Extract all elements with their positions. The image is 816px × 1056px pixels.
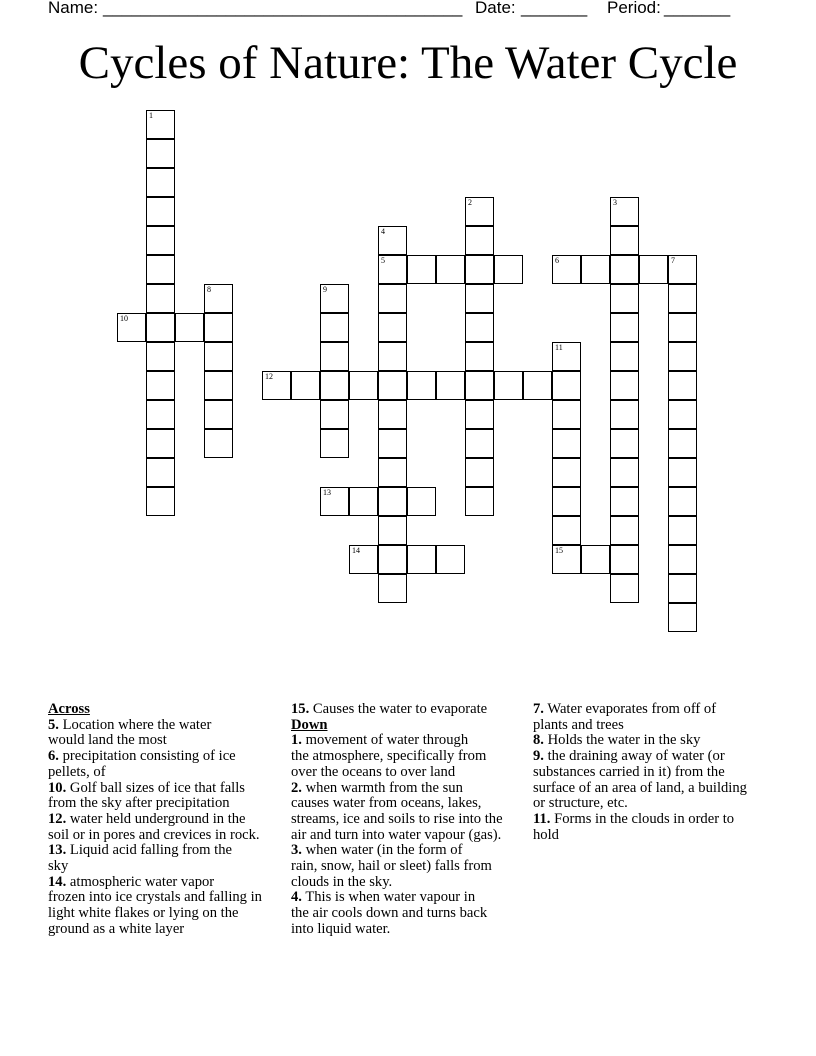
grid-cell[interactable] — [407, 545, 436, 574]
grid-cell[interactable] — [378, 400, 407, 429]
clue-text: ground as a white layer — [48, 920, 185, 937]
grid-cell[interactable] — [552, 429, 581, 458]
grid-cell[interactable] — [146, 313, 175, 342]
grid-cell[interactable] — [175, 313, 204, 342]
clue-item-number: 7. — [533, 701, 544, 717]
clue-number: 11 — [555, 343, 563, 352]
grid-cell[interactable] — [465, 226, 494, 255]
grid-cell[interactable] — [146, 197, 175, 226]
clue-text: Holds the water in the sky — [547, 732, 701, 749]
clue-text: or structure, etc. — [533, 795, 628, 812]
clue-text: into liquid water. — [291, 920, 391, 937]
clue-item — [48, 718, 284, 749]
clue-text: streams, ice and soils to rise into the — [291, 810, 503, 827]
grid-cell[interactable] — [668, 429, 697, 458]
grid-cell[interactable] — [320, 429, 349, 458]
grid-cell[interactable] — [378, 429, 407, 458]
grid-cell[interactable] — [552, 516, 581, 545]
clue-column-3 — [533, 702, 773, 843]
grid-cell[interactable] — [668, 545, 697, 574]
grid-cell[interactable] — [378, 545, 407, 574]
clue-column-1 — [48, 702, 284, 938]
grid-cell[interactable] — [204, 371, 233, 400]
clue-item-number: 5. — [48, 716, 59, 733]
grid-cell[interactable] — [407, 255, 436, 284]
clue-item-number: 11. — [533, 810, 551, 827]
clue-item-number: 6. — [48, 748, 59, 765]
clue-text: the atmosphere, specifically from — [291, 748, 487, 765]
grid-cell[interactable] — [610, 400, 639, 429]
grid-cell[interactable] — [320, 371, 349, 400]
grid-cell[interactable] — [378, 313, 407, 342]
grid-cell[interactable] — [146, 487, 175, 516]
grid-cell[interactable] — [610, 429, 639, 458]
clue-item — [533, 702, 773, 733]
clue-item — [533, 733, 773, 749]
grid-cell[interactable] — [291, 371, 320, 400]
grid-cell[interactable] — [146, 458, 175, 487]
clue-text: Causes the water to evaporate — [312, 701, 488, 717]
grid-cell[interactable] — [378, 516, 407, 545]
clue-item-number: 13. — [48, 842, 67, 859]
clue-text: causes water from oceans, lakes, — [291, 795, 482, 812]
grid-cell[interactable] — [581, 545, 610, 574]
grid-cell[interactable] — [552, 400, 581, 429]
grid-cell[interactable] — [610, 545, 639, 574]
clue-text: rain, snow, hail or sleet) falls from — [291, 858, 492, 875]
grid-cell[interactable] — [407, 371, 436, 400]
clue-text: Location where the water — [62, 716, 212, 733]
grid-cell[interactable] — [668, 516, 697, 545]
grid-cell[interactable] — [581, 255, 610, 284]
grid-cell[interactable] — [320, 313, 349, 342]
clue-item — [48, 843, 284, 874]
grid-cell[interactable] — [320, 284, 349, 313]
grid-cell[interactable] — [146, 284, 175, 313]
grid-cell[interactable] — [465, 197, 494, 226]
grid-cell[interactable] — [378, 255, 407, 284]
clue-text: the air cools down and turns back — [291, 905, 488, 922]
grid-cell[interactable] — [146, 110, 175, 139]
clue-text: light white flakes or lying on the — [48, 905, 239, 922]
grid-cell[interactable] — [378, 574, 407, 603]
grid-cell[interactable] — [552, 342, 581, 371]
grid-cell[interactable] — [436, 371, 465, 400]
grid-cell[interactable] — [668, 313, 697, 342]
clue-text: Liquid acid falling from the — [69, 842, 233, 859]
grid-cell[interactable] — [204, 313, 233, 342]
grid-cell[interactable] — [668, 603, 697, 632]
clue-text: sky — [48, 858, 69, 875]
grid-cell[interactable] — [668, 574, 697, 603]
grid-cell[interactable] — [610, 284, 639, 313]
grid-cell[interactable] — [436, 255, 465, 284]
grid-cell[interactable] — [436, 545, 465, 574]
grid-cell[interactable] — [146, 255, 175, 284]
clue-item-number: 10. — [48, 779, 67, 796]
grid-cell[interactable] — [378, 371, 407, 400]
clue-number: 10 — [120, 314, 128, 323]
grid-cell[interactable] — [204, 284, 233, 313]
grid-cell[interactable] — [552, 371, 581, 400]
period-blank[interactable]: _______ — [664, 0, 731, 17]
clue-item — [291, 781, 527, 844]
clue-text: when warmth from the sun — [305, 779, 463, 796]
clue-text: soil or in pores and crevices in rock. — [48, 826, 260, 843]
grid-cell[interactable] — [204, 342, 233, 371]
grid-cell[interactable] — [494, 255, 523, 284]
clue-number: 2 — [468, 198, 472, 207]
clue-item — [291, 890, 527, 937]
grid-cell[interactable] — [494, 371, 523, 400]
clue-item — [291, 733, 527, 780]
grid-cell[interactable] — [349, 487, 378, 516]
clue-text: pellets, of — [48, 763, 106, 780]
clue-text: frozen into ice crystals and falling in — [48, 889, 262, 906]
grid-cell[interactable] — [465, 458, 494, 487]
grid-cell[interactable] — [465, 255, 494, 284]
clue-item-number: 9. — [533, 748, 544, 765]
clue-text: surface of an area of land, a building — [533, 779, 747, 796]
clue-number: 8 — [207, 285, 211, 294]
clue-item — [48, 875, 284, 938]
grid-cell[interactable] — [465, 487, 494, 516]
clue-text: would land the most — [48, 732, 167, 749]
clue-text: plants and trees — [533, 716, 624, 733]
grid-cell[interactable] — [610, 342, 639, 371]
grid-cell[interactable] — [204, 400, 233, 429]
worksheet-title: Cycles of Nature: The Water Cycle — [78, 37, 738, 89]
grid-cell[interactable] — [610, 487, 639, 516]
clue-text: over the oceans to over land — [291, 763, 456, 780]
grid-cell[interactable] — [465, 313, 494, 342]
period-label: Period: — [607, 0, 661, 17]
clue-number: 12 — [265, 372, 273, 381]
grid-cell[interactable] — [378, 458, 407, 487]
clue-text: Water evaporates from off of — [547, 701, 717, 717]
grid-cell[interactable] — [465, 342, 494, 371]
grid-cell[interactable] — [378, 342, 407, 371]
grid-cell[interactable] — [610, 197, 639, 226]
clue-item — [48, 812, 284, 843]
clue-item-number: 1. — [291, 732, 302, 749]
grid-cell[interactable] — [465, 371, 494, 400]
grid-cell[interactable] — [146, 371, 175, 400]
clue-number: 13 — [323, 488, 331, 497]
clue-item — [533, 749, 773, 812]
grid-cell[interactable] — [349, 371, 378, 400]
grid-cell[interactable] — [668, 371, 697, 400]
clue-item-number: 3. — [291, 842, 302, 859]
clue-text: water held underground in the — [69, 810, 246, 827]
clue-number: 4 — [381, 227, 385, 236]
grid-cell[interactable] — [610, 516, 639, 545]
clue-item — [48, 781, 284, 812]
grid-cell[interactable] — [668, 458, 697, 487]
clue-text: Forms in the clouds in order to — [554, 810, 735, 827]
grid-cell[interactable] — [610, 313, 639, 342]
grid-cell[interactable] — [610, 458, 639, 487]
clue-text: substances carried in it) from the — [533, 763, 725, 780]
clue-text: Golf ball sizes of ice that falls — [69, 779, 245, 796]
grid-cell[interactable] — [639, 255, 668, 284]
grid-cell[interactable] — [610, 255, 639, 284]
clue-heading: Across — [48, 701, 90, 717]
grid-cell[interactable] — [117, 313, 146, 342]
clue-item-number: 2. — [291, 779, 302, 796]
name-label: Name: — [48, 0, 99, 17]
grid-cell[interactable] — [204, 429, 233, 458]
grid-cell[interactable] — [349, 545, 378, 574]
clue-text: This is when water vapour in — [305, 889, 476, 906]
grid-cell[interactable] — [610, 226, 639, 255]
clue-text: when water (in the form of — [305, 842, 463, 859]
clue-text: precipitation consisting of ice — [62, 748, 236, 765]
date-blank[interactable]: _______ — [521, 0, 588, 17]
grid-cell[interactable] — [465, 429, 494, 458]
grid-cell[interactable] — [552, 255, 581, 284]
clue-item-number: 8. — [533, 732, 544, 749]
grid-cell[interactable] — [668, 342, 697, 371]
grid-cell[interactable] — [668, 255, 697, 284]
grid-cell[interactable] — [378, 226, 407, 255]
grid-cell[interactable] — [146, 429, 175, 458]
clue-item-number: 12. — [48, 810, 67, 827]
grid-cell[interactable] — [668, 284, 697, 313]
grid-cell[interactable] — [146, 400, 175, 429]
grid-cell[interactable] — [465, 400, 494, 429]
clue-item — [48, 749, 284, 780]
grid-cell[interactable] — [262, 371, 291, 400]
grid-cell[interactable] — [146, 168, 175, 197]
clue-item-number: 15. — [291, 701, 310, 717]
clue-item — [291, 843, 527, 890]
grid-cell[interactable] — [378, 284, 407, 313]
name-blank[interactable]: ______________________________________ — [103, 0, 463, 17]
grid-cell[interactable] — [146, 139, 175, 168]
grid-cell[interactable] — [552, 545, 581, 574]
grid-cell[interactable] — [552, 458, 581, 487]
clue-text: the draining away of water (or — [547, 748, 725, 765]
clue-item — [291, 702, 527, 718]
date-label: Date: — [475, 0, 516, 17]
grid-cell[interactable] — [668, 487, 697, 516]
clue-text: atmospheric water vapor — [69, 873, 215, 890]
clue-item-number: 4. — [291, 889, 302, 906]
grid-cell[interactable] — [610, 574, 639, 603]
clue-text: hold — [533, 826, 559, 843]
clue-text: air and turn into water vapour (gas). — [291, 826, 502, 843]
clue-number: 9 — [323, 285, 327, 294]
grid-cell[interactable] — [320, 400, 349, 429]
clue-number: 5 — [381, 256, 385, 265]
clue-column-2 — [291, 702, 527, 938]
clue-item — [533, 812, 773, 843]
grid-cell[interactable] — [407, 487, 436, 516]
clue-item-number: 14. — [48, 873, 67, 890]
clue-number: 15 — [555, 546, 563, 555]
clue-text: movement of water through — [305, 732, 469, 749]
clue-number: 3 — [613, 198, 617, 207]
grid-cell[interactable] — [668, 400, 697, 429]
grid-cell[interactable] — [378, 487, 407, 516]
clue-number: 14 — [352, 546, 360, 555]
grid-cell[interactable] — [523, 371, 552, 400]
grid-cell[interactable] — [146, 342, 175, 371]
clue-number: 1 — [149, 111, 153, 120]
grid-cell[interactable] — [320, 342, 349, 371]
grid-cell[interactable] — [320, 487, 349, 516]
clue-heading: Down — [291, 716, 328, 733]
grid-cell[interactable] — [146, 226, 175, 255]
clue-text: clouds in the sky. — [291, 873, 393, 890]
clue-number: 7 — [671, 256, 675, 265]
grid-cell[interactable] — [465, 284, 494, 313]
clue-text: from the sky after precipitation — [48, 795, 230, 812]
grid-cell[interactable] — [610, 371, 639, 400]
clue-number: 6 — [555, 256, 559, 265]
grid-cell[interactable] — [552, 487, 581, 516]
